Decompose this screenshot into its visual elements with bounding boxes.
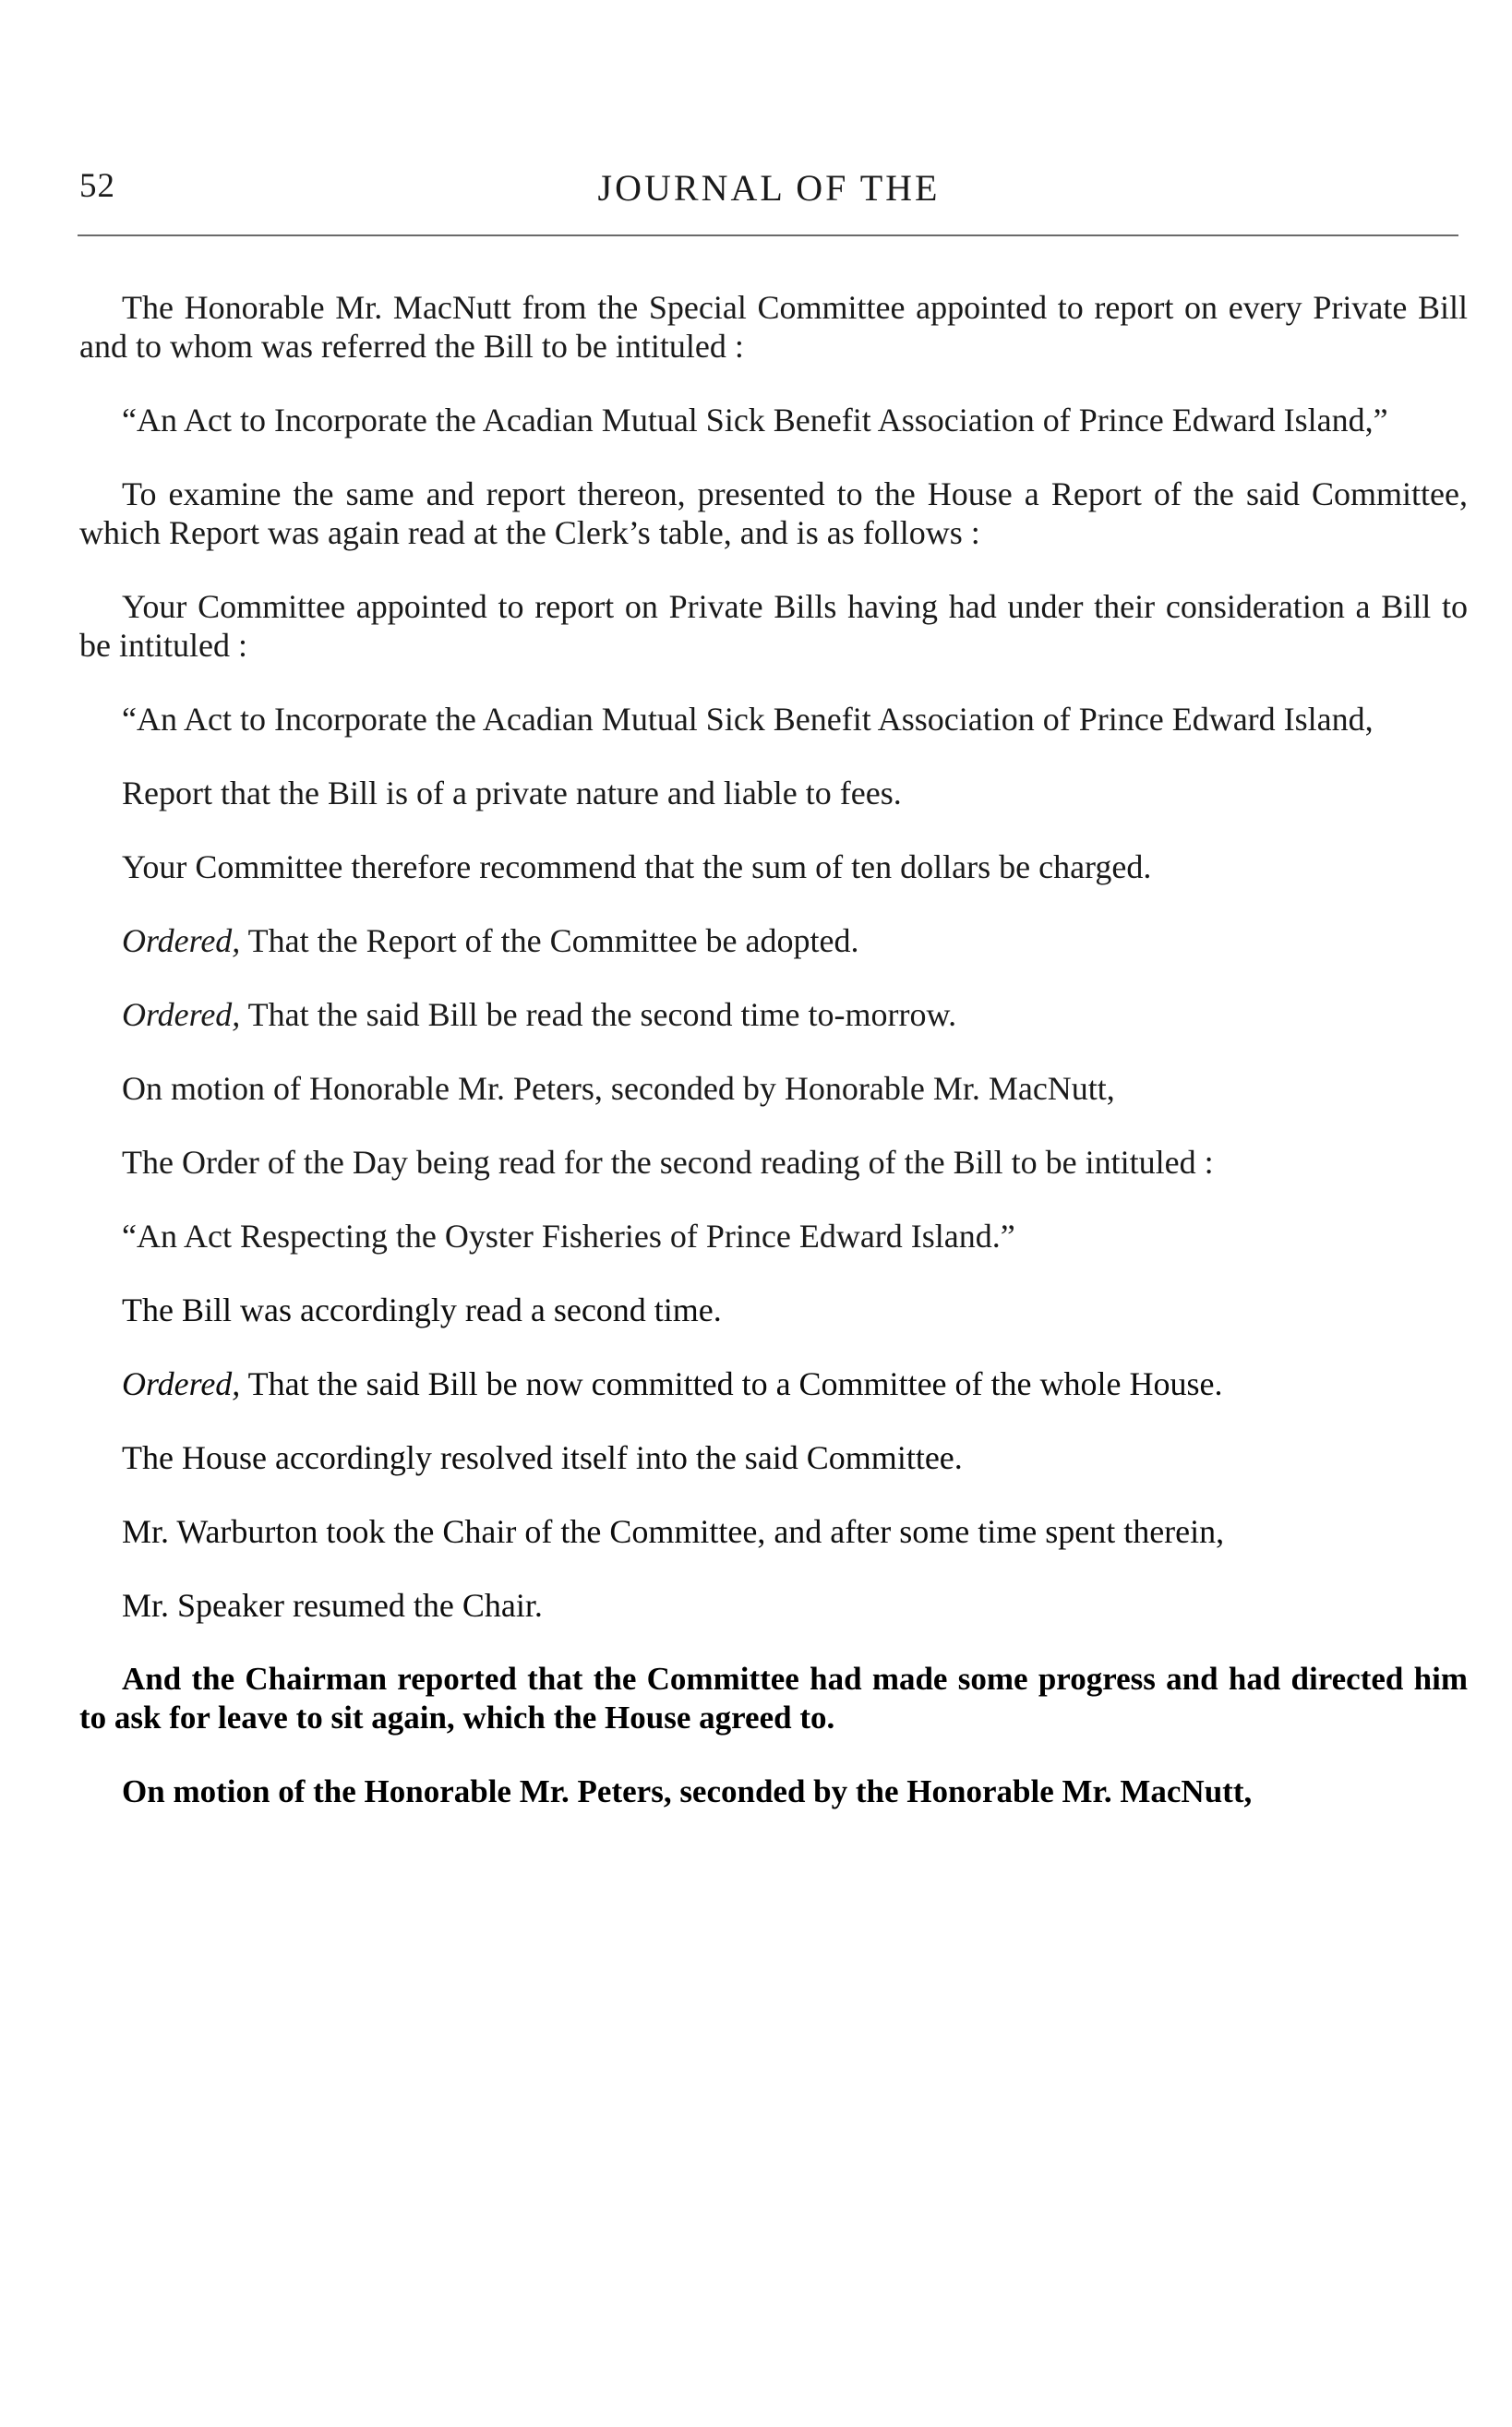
paragraph [79,1291,1468,1329]
paragraph [79,1660,1468,1737]
paragraph [79,1143,1468,1182]
paragraph-text: On motion of Honorable Mr. Peters, seconded by Honorable Mr. MacNutt, [122,1070,1115,1107]
paragraph [79,1586,1468,1625]
paragraph-text: To examine the same and report thereon, presented to the House a Report of the said Committee, which Report was again read at the Clerk’s table, and is as follows : [79,475,1468,551]
paragraph-text: That the Report of the Committee be adopted. [240,922,859,959]
paragraph [79,847,1468,886]
paragraph-text: The Order of the Day being read for the second reading of the Bill to be intituled : [122,1144,1214,1181]
paragraph-text: Your Committee therefore recommend that the sum of ten dollars be charged. [122,848,1152,885]
page-number: 52 [79,167,115,205]
paragraph [79,401,1468,439]
paragraph-lead: Ordered, [122,1365,241,1402]
paragraph-text: That the said Bill be read the second time to-morrow. [240,996,957,1033]
paragraph-text: “An Act to Incorporate the Acadian Mutual Sick Benefit Association of Prince Edward Island,” [122,402,1388,439]
paragraph [79,475,1468,552]
paragraph [79,1217,1468,1256]
paragraph [79,774,1468,812]
paragraph-text: Mr. Speaker resumed the Chair. [122,1587,543,1624]
page-header [79,166,1458,212]
paragraph-text: Mr. Warburton took the Chair of the Committee, and after some time spent therein, [122,1513,1225,1550]
paragraph-text: On motion of the Honorable Mr. Peters, seconded by the Honorable Mr. MacNutt, [122,1773,1253,1809]
paragraph-text: “An Act Respecting the Oyster Fisheries of Prince Edward Island.” [122,1218,1015,1255]
header-rule [78,234,1458,236]
paragraph-text: “An Act to Incorporate the Acadian Mutual Sick Benefit Association of Prince Edward Island, [122,701,1374,738]
paragraph [79,587,1468,665]
paragraph [79,1772,1468,1811]
paragraph [79,1438,1468,1477]
paragraph-text: The House accordingly resolved itself into the said Committee. [122,1439,963,1476]
paragraph [79,1069,1468,1108]
paragraph-lead: Ordered, [122,996,241,1033]
paragraph-text: Report that the Bill is of a private nature and liable to fees. [122,775,902,811]
paragraph-text: That the said Bill be now committed to a Committee of the whole House. [240,1365,1223,1402]
paragraph [79,1364,1468,1403]
journal-body [79,288,1468,1846]
paragraph-text: And the Chairman reported that the Committee had made some progress and had directed him to ask for leave to sit again, which the House agreed to. [79,1661,1468,1736]
paragraph [79,288,1468,366]
paragraph-text: The Bill was accordingly read a second time. [122,1292,722,1328]
paragraph-text: Your Committee appointed to report on Private Bills having had under their consideration a Bill to be intituled : [79,588,1468,664]
paragraph [79,921,1468,960]
running-head: JOURNAL OF THE [597,167,941,209]
paragraph-lead: Ordered, [122,922,241,959]
paragraph [79,1512,1468,1551]
paragraph [79,700,1468,739]
paragraph [79,995,1468,1034]
paragraph-text: The Honorable Mr. MacNutt from the Special Committee appointed to report on every Private Bill and to whom was referred the Bill to be intituled : [79,289,1468,365]
